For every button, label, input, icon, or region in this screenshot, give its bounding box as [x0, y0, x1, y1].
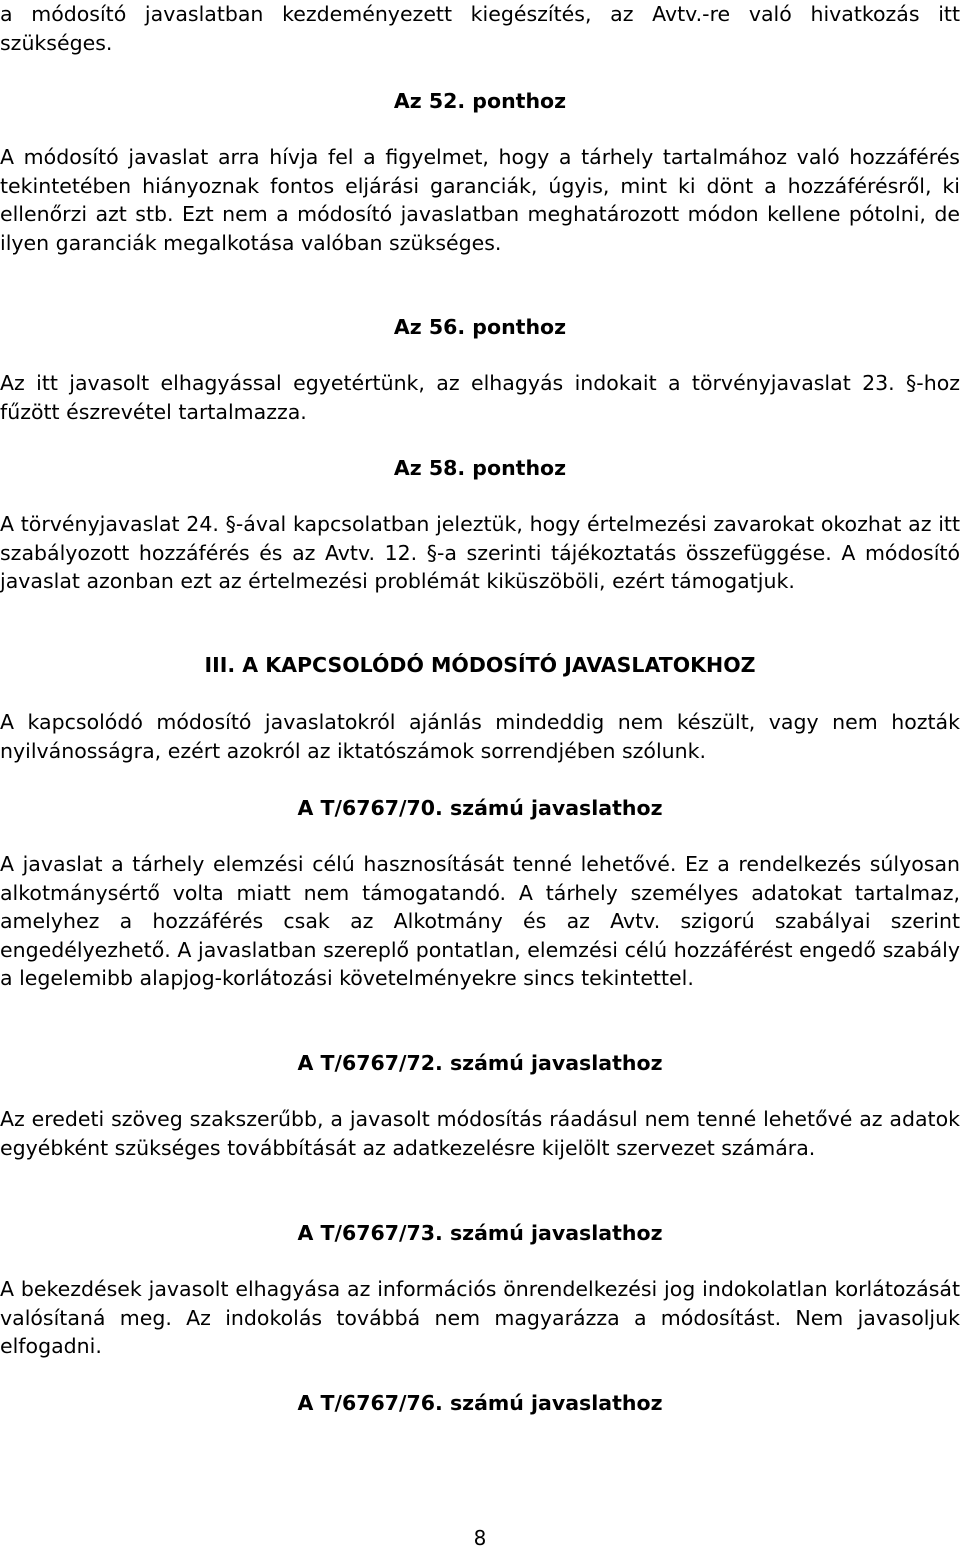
paragraph-t6767-73: A bekezdések javasolt elhagyása az információs önrendelkezési jog indokolatlan korlátozását valósítaná meg. Az indokolás továbbá nem magyarázza a módosítást. Nem javasoljuk elfogadni. — [0, 1277, 960, 1358]
page-number: 8 — [473, 1526, 487, 1550]
paragraph-52: A módosító javaslat arra hívja fel a figyelmet, hogy a tárhely tartalmához való hozzáférés tekintetében hiányoznak fontos eljárási garanciák, úgyis, mint ki dönt a hozzáférésről, ki ellenőrzi azt stb. Ezt nem a módosító javaslatban meghatározott módon kellene pótolni, de ilyen garanciák megalkotása valóban szükséges. — [0, 145, 960, 255]
paragraph-t6767-72: Az eredeti szöveg szakszerűbb, a javasolt módosítás ráadásul nem tenné lehetővé az adatok egyébként szükséges továbbítását az adatkezelésre kijelölt szervezet számára. — [0, 1107, 960, 1160]
paragraph-section-iii: A kapcsolódó módosító javaslatokról ajánlás mindeddig nem készült, vagy nem hozták nyilvánosságra, ezért azokról az iktatószámok sorrendjében szólunk. — [0, 710, 960, 763]
paragraph-58: A törvényjavaslat 24. §-ával kapcsolatban jeleztük, hogy értelmezési zavarokat okozhat az itt szabályozott hozzáférés és az Avtv. 12. §-a szerinti tájékoztatás összefüggése. A módosító javaslat azonban ezt az értelmezési problémát kiküszöböli, ezért támogatjuk. — [0, 512, 960, 593]
heading-58: Az 58. ponthoz — [393, 456, 567, 480]
section-heading-iii: III. A KAPCSOLÓDÓ MÓDOSÍTÓ JAVASLATOKHOZ — [204, 653, 756, 677]
paragraph-56: Az itt javasolt elhagyással egyetértünk, az elhagyás indokait a törvényjavaslat 23. §-hoz fűzött észrevétel tartalmazza. — [0, 371, 960, 424]
heading-56: Az 56. ponthoz — [393, 315, 567, 339]
heading-t6767-70: A T/6767/70. számú javaslathoz — [297, 796, 663, 820]
heading-t6767-72: A T/6767/72. számú javaslathoz — [297, 1051, 663, 1075]
paragraph-avtv-reference: a módosító javaslatban kezdeményezett kiegészítés, az Avtv.-re való hivatkozás itt szükséges. — [0, 2, 960, 55]
paragraph-t6767-70: A javaslat a tárhely elemzési célú hasznosítását tenné lehetővé. Ez a rendelkezés súlyosan alkotmánysértő volta miatt nem támogatandó. A tárhely személyes adatokat tartalmaz, amelyhez a hozzáférés csak az Alkotmány és az Avtv. szigorú szabályai szerint engedélyezhető. A javaslatban szereplő pontatlan, elemzési célú hozzáférést engedő szabály a legelemibb alapjog-korlátozási követelményekre sincs tekintettel. — [0, 852, 960, 990]
heading-52: Az 52. ponthoz — [393, 89, 567, 113]
heading-t6767-76: A T/6767/76. számú javaslathoz — [297, 1391, 663, 1415]
heading-t6767-73: A T/6767/73. számú javaslathoz — [297, 1221, 663, 1245]
